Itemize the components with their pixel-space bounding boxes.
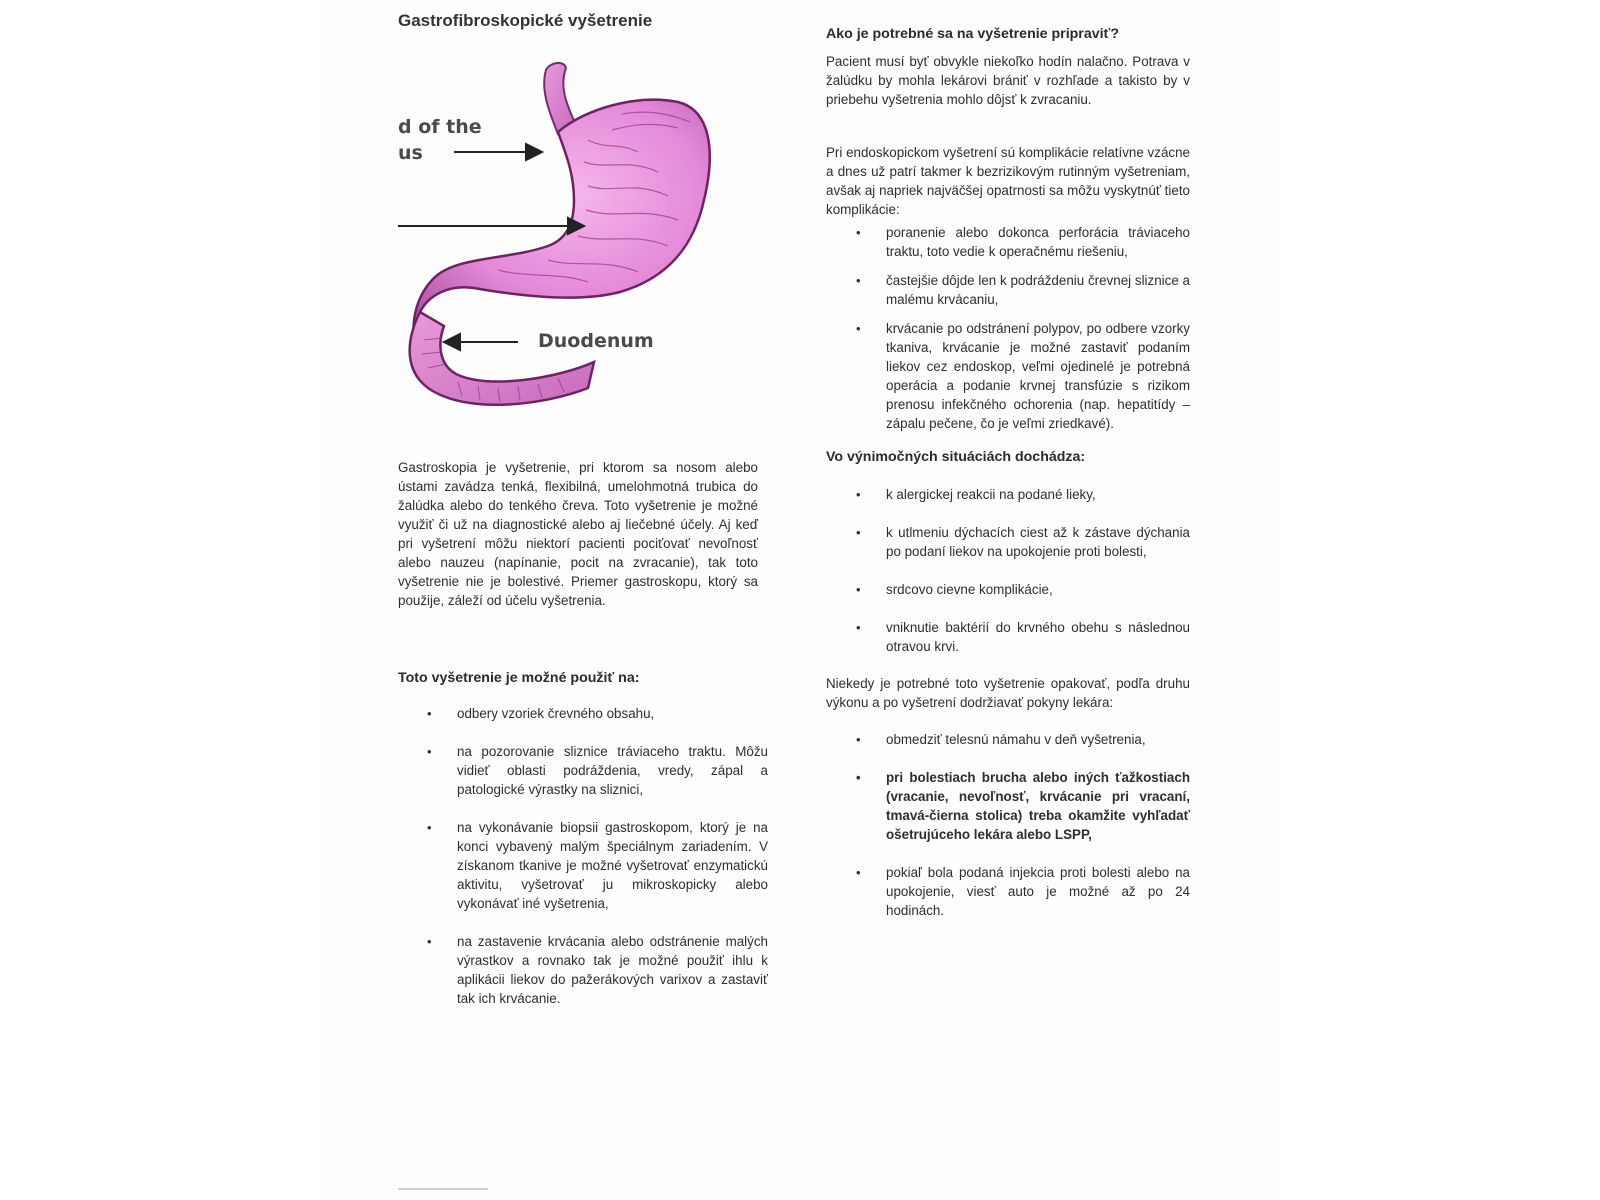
figure-label-top-line2: us: [398, 142, 423, 164]
uses-list: [398, 704, 768, 1008]
intro-paragraph: Gastroskopia je vyšetrenie, pri ktorom sa nosom alebo ústami zavádza tenká, flexibilná, umelohmotná trubica do žalúdka alebo do tenkého čreva. Toto vyšetrenie je možné využiť či už na diagnostické alebo aj liečebné účely. Aj keď pri vyšetrení môžu niektorí pacienti pociťovať nevoľnosť alebo nauzeu (napínanie, pocit na zvracanie), tak toto vyšetrenie nie je bolestivé. Priemer gastroskopu, ktorý sa použije, záleží od účelu vyšetrenia.: [398, 460, 758, 608]
complications-paragraph: Pri endoskopickom vyšetrení sú komplikácie relatívne vzácne a dnes už patrí takmer k bezrizikovým rutinným vyšetreniam, avšak aj napriek najväčšej opatrnosti sa môžu vyskytnúť tieto komplikácie:: [826, 145, 1190, 217]
uses-heading: Toto vyšetrenie je možné použiť na:: [398, 670, 640, 686]
list-item: • častejšie dôjde len k podráždeniu črevnej sliznice a malému krvácaniu,: [856, 273, 1190, 307]
list-item: • k utlmeniu dýchacích ciest až k zástave dýchania po podaní liekov na upokojenie proti bolesti,: [856, 525, 1190, 559]
page-title: Gastrofibroskopické vyšetrenie: [398, 11, 653, 30]
list-item: • na vykonávanie biopsii gastroskopom, ktorý je na konci vybavený malým špeciálnym zariadením. V získanom tkanive je možné vyšetrovať enzymatickú aktivitu, vyšetrovať ju mikroskopicky alebo vykonávať iné vyšetrenia,: [427, 820, 768, 911]
list-item-important: • pri bolestiach brucha alebo iných ťažkostiach (vracanie, nevoľnosť, krvácanie pri vracaní, tmavá-čierna stolica) treba okamžite vyhľadať ošetrujúceho lekára alebo LSPP,: [856, 770, 1190, 842]
rare-heading: Vo výnimočných situáciách dochádza:: [826, 449, 1086, 465]
list-item: • vniknutie baktérií do krvného obehu s následnou otravou krvi.: [856, 620, 1190, 654]
list-item: • na zastavenie krvácania alebo odstránenie malých výrastkov a rovnako tak je možné použiť ihlu k aplikácii liekov do pažerákových varixov a zastaviť tak ich krvácanie.: [427, 934, 768, 1006]
rare-list: [826, 485, 1190, 656]
list-item: • na pozorovanie sliznice tráviaceho traktu. Môžu vidieť oblasti podráždenia, vredy, zápal a patologické výrastky na sliznici,: [427, 744, 768, 797]
figure-label-duodenum: Duodenum: [538, 330, 654, 352]
prep-heading: Ako je potrebné sa na vyšetrenie pripraviť?: [826, 26, 1120, 42]
figure-label-top-line1: d of the: [398, 116, 482, 138]
left-column: [398, 8, 768, 1008]
prep-paragraph: Pacient musí byť obvykle niekoľko hodín nalačno. Potrava v žalúdku by mohla lekárovi brániť v rozhľade a takisto by v priebehu vyšetrenia mohlo dôjsť k zvracaniu.: [826, 54, 1190, 107]
list-item: • krvácanie po odstránení polypov, po odbere vzorky tkaniva, krvácanie je možné zastaviť podaním liekov cez endoskop, veľmi ojedinelé je potrebná operácia a podanie krvnej transfúzie s rizikom prenosu infekčného ochorenia (nap. hepatitídy – zápalu pečene, čo je veľmi zriedkavé).: [856, 321, 1190, 431]
list-item: • k alergickej reakcii na podané lieky,: [856, 487, 1096, 502]
list-item: • srdcovo cievne komplikácie,: [856, 582, 1053, 597]
footer-mark: [398, 1188, 488, 1190]
stomach-illustration: [398, 50, 728, 410]
list-item: • pokiaľ bola podaná injekcia proti bolesti alebo na upokojenie, viesť auto je možné až po 24 hodinách.: [856, 865, 1190, 918]
stomach-image: [398, 50, 728, 410]
repeat-paragraph: Niekedy je potrebné toto vyšetrenie opakovať, podľa druhu výkonu a po vyšetrení dodržiavať pokyny lekára:: [826, 676, 1190, 710]
list-item: • obmedziť telesnú námahu v deň vyšetrenia,: [856, 732, 1146, 747]
complications-list: [826, 223, 1190, 433]
right-column: [826, 24, 1190, 920]
instructions-list: [826, 730, 1190, 920]
list-item: • odbery vzoriek črevného obsahu,: [427, 706, 655, 721]
list-item: • poranenie alebo dokonca perforácia tráviaceho traktu, toto vedie k operačnému riešeniu,: [856, 225, 1190, 259]
